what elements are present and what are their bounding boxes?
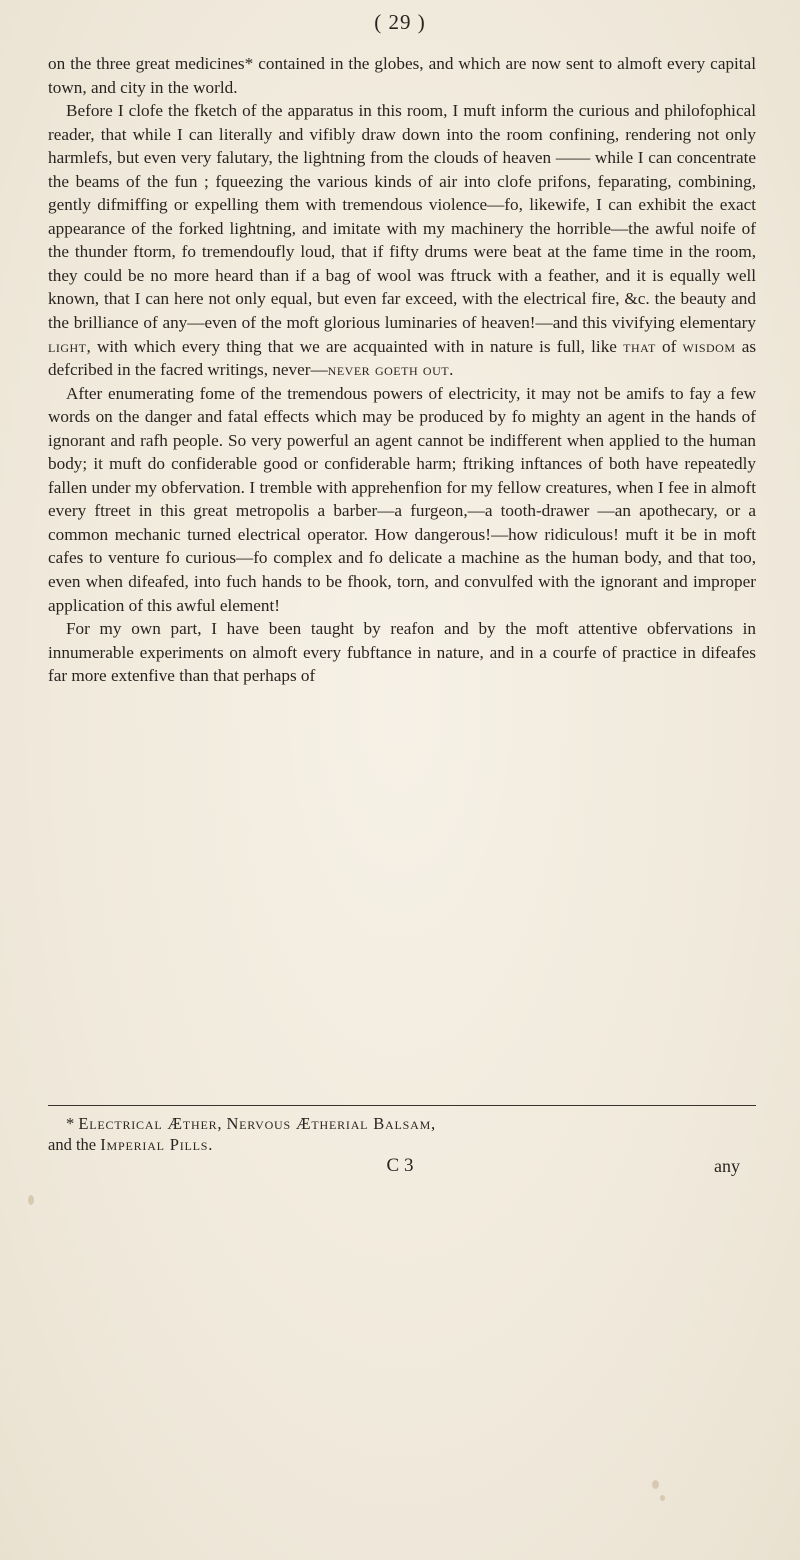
word-that: that: [623, 336, 656, 356]
foxing-spot: [652, 1480, 659, 1489]
footnote-item-nervous-balsam: Nervous Ætherial Balsam,: [226, 1114, 436, 1133]
word-wisdom: wisdom: [682, 336, 736, 356]
signature-mark: C 3: [386, 1155, 414, 1176]
never-goeth-out: never goeth out.: [327, 360, 454, 380]
footnote-item-imperial-pills: Imperial Pills.: [100, 1135, 214, 1154]
paragraph-2: [48, 99, 756, 382]
footnote-item-electrical-aether: Electrical Æther,: [78, 1114, 223, 1133]
footnote-connector: and the: [48, 1135, 97, 1154]
footnote-line-1: [48, 1113, 756, 1134]
word-of: of: [661, 336, 677, 356]
footnote-marker: *: [66, 1114, 75, 1133]
paragraph-1: on the three great medicines* contained in the globes, and which are now sent to almoft every capital town, and city in the world.: [48, 54, 756, 97]
paragraph-3: After enumerating fome of the tremendous powers of electricity, it may not be amifs to fay a few words on the danger and fatal effects which may be produced by fo mighty an agent in the hands of ignorant and rafh people. So very powerful an agent cannot be indifferent when applied to the human body; it muft do confiderable good or confiderable harm; ftriking inftances of both have repeatedly fallen under my obfervation. I tremble with apprehenfion for my fellow creatures, when I fee in almoft every ftreet in this great metropolis a barber—a furgeon,—a tooth-drawer —an apothecary, or a common mechanic turned electrical operator. How dangerous!—how ridiculous! muft it be in moft cafes to venture fo curious—fo complex and fo delicate a machine as the human body, and that too, even when difeafed, into fuch hands to be fhook, torn, and convulfed with the ignorant and improper application of this awful element!: [48, 383, 756, 615]
paragraph-2-text: Before I clofe the fketch of the apparatus in this room, I muft inform the curious and philofophical reader, that while I can literally and vifibly draw down into the room confining, rendering not only harmlefs, but even very falutary, the lightning from the clouds of heaven —— while I can concentrate the beams of the fun ; fqueezing the various kinds of air into clofe prifons, feparating, combining, gently difmiffing or expelling them with tremendous violence—fo, likewife, I can exhibit the exact appearance of the forked lightning, and imitate with my machinery the horrible—the awful noife of the thunder ftorm, fo tremendoufly loud, that if fifty drums were beat at the fame time in the room, they could be no more heard than if a bag of wool was ftruck with a feather, and it is equally well known, that I can here not only equal, but even far exceed, with the electrical fire, &c. the beauty and the brilliance of any—even of the moft glorious luminaries of heaven!—and this vivifying elementary: [48, 101, 756, 333]
foxing-spot: [660, 1495, 665, 1501]
footnote-divider: [48, 1105, 756, 1106]
body-text: [48, 52, 756, 688]
paragraph-4: For my own part, I have been taught by reafon and by the moft attentive obfervations in innumerable experiments on almoft every fubftance in nature, and in a courfe of practice in difeafes far more extenfive than that perhaps of: [48, 619, 756, 686]
foxing-spot: [28, 1195, 34, 1205]
word-never: never—: [272, 360, 328, 380]
catchword: any: [714, 1156, 740, 1176]
page-number: ( 29 ): [374, 10, 426, 34]
footnote: [48, 1113, 756, 1155]
paragraph-2-tail: as defcribed in the facred writings,: [48, 336, 757, 380]
paragraph-2-mid: , with which every thing that we are acquainted with in nature is full, like: [86, 336, 617, 356]
word-light: light: [48, 336, 87, 356]
footnote-line-2: [48, 1134, 756, 1155]
